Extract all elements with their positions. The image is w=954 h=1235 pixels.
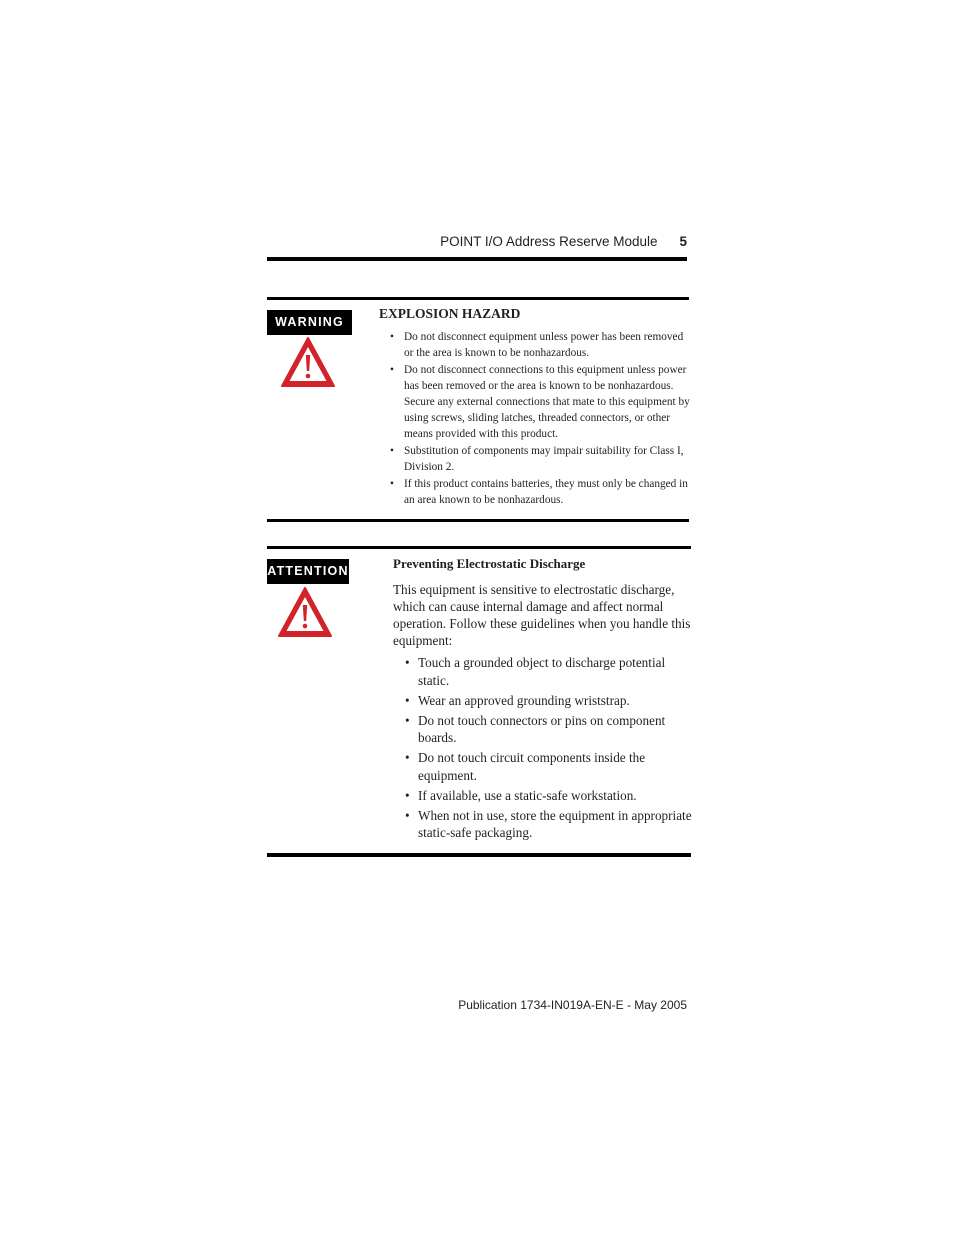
bullet-icon: • bbox=[390, 478, 394, 490]
list-item: • Do not disconnect equipment unless power has been removed or the area is known to be nonhazardous. bbox=[390, 331, 684, 359]
attention-list bbox=[393, 654, 693, 842]
warning-title: EXPLOSION HAZARD bbox=[379, 306, 521, 321]
bullet-icon: • bbox=[405, 807, 410, 823]
attention-content bbox=[393, 556, 693, 844]
publication-footer: Publication 1734-IN019A-EN-E - May 2005 bbox=[458, 998, 687, 1012]
hazard-triangle-icon bbox=[279, 335, 337, 389]
warning-list bbox=[379, 329, 691, 508]
bullet-icon: • bbox=[405, 750, 410, 765]
header-rule bbox=[267, 257, 687, 261]
bullet-icon: • bbox=[405, 787, 410, 803]
hazard-triangle-icon bbox=[276, 585, 334, 639]
warning-label: WARNING bbox=[267, 310, 352, 335]
list-item: • Do not touch circuit components inside the equipment. bbox=[405, 750, 646, 783]
warning-top-rule bbox=[267, 297, 689, 300]
bullet-icon: • bbox=[390, 364, 394, 376]
list-item: • Wear an approved grounding wriststrap. bbox=[405, 692, 630, 708]
bullet-icon: • bbox=[405, 655, 410, 670]
list-item: • Touch a grounded object to discharge potential static. bbox=[405, 655, 666, 688]
bullet-icon: • bbox=[405, 692, 410, 708]
attention-bottom-rule bbox=[267, 853, 691, 857]
bullet-icon: • bbox=[390, 445, 394, 457]
bullet-icon: • bbox=[390, 331, 394, 343]
running-header bbox=[267, 234, 687, 249]
warning-bottom-rule bbox=[267, 519, 689, 522]
list-item: • When not in use, store the equipment in appropriate static-safe packaging. bbox=[405, 807, 692, 840]
warning-content bbox=[379, 306, 691, 509]
list-item: • Substitution of components may impair suitability for Class I, Division 2. bbox=[390, 445, 684, 473]
list-item: • Do not disconnect connections to this equipment unless power has been removed or the area is known to be nonhazardous. Secure any external connections that mate to this equipment by using screws, sliding latches, threaded connectors, or other means provided with this product. bbox=[390, 364, 690, 440]
header-title: POINT I/O Address Reserve Module bbox=[440, 234, 658, 249]
attention-label: ATTENTION bbox=[267, 559, 349, 584]
list-item: • Do not touch connectors or pins on component boards. bbox=[405, 712, 666, 745]
list-item: • If available, use a static-safe workstation. bbox=[405, 787, 637, 803]
attention-title: Preventing Electrostatic Discharge bbox=[393, 556, 586, 571]
attention-intro: This equipment is sensitive to electrostatic discharge, which can cause internal damage and affect normal operation. Follow these guidelines when you handle this equipment: bbox=[393, 582, 691, 648]
page-number: 5 bbox=[679, 234, 687, 249]
bullet-icon: • bbox=[405, 712, 410, 728]
attention-top-rule bbox=[267, 546, 691, 549]
list-item: • If this product contains batteries, they must only be changed in an area known to be nonhazardous. bbox=[390, 478, 688, 506]
